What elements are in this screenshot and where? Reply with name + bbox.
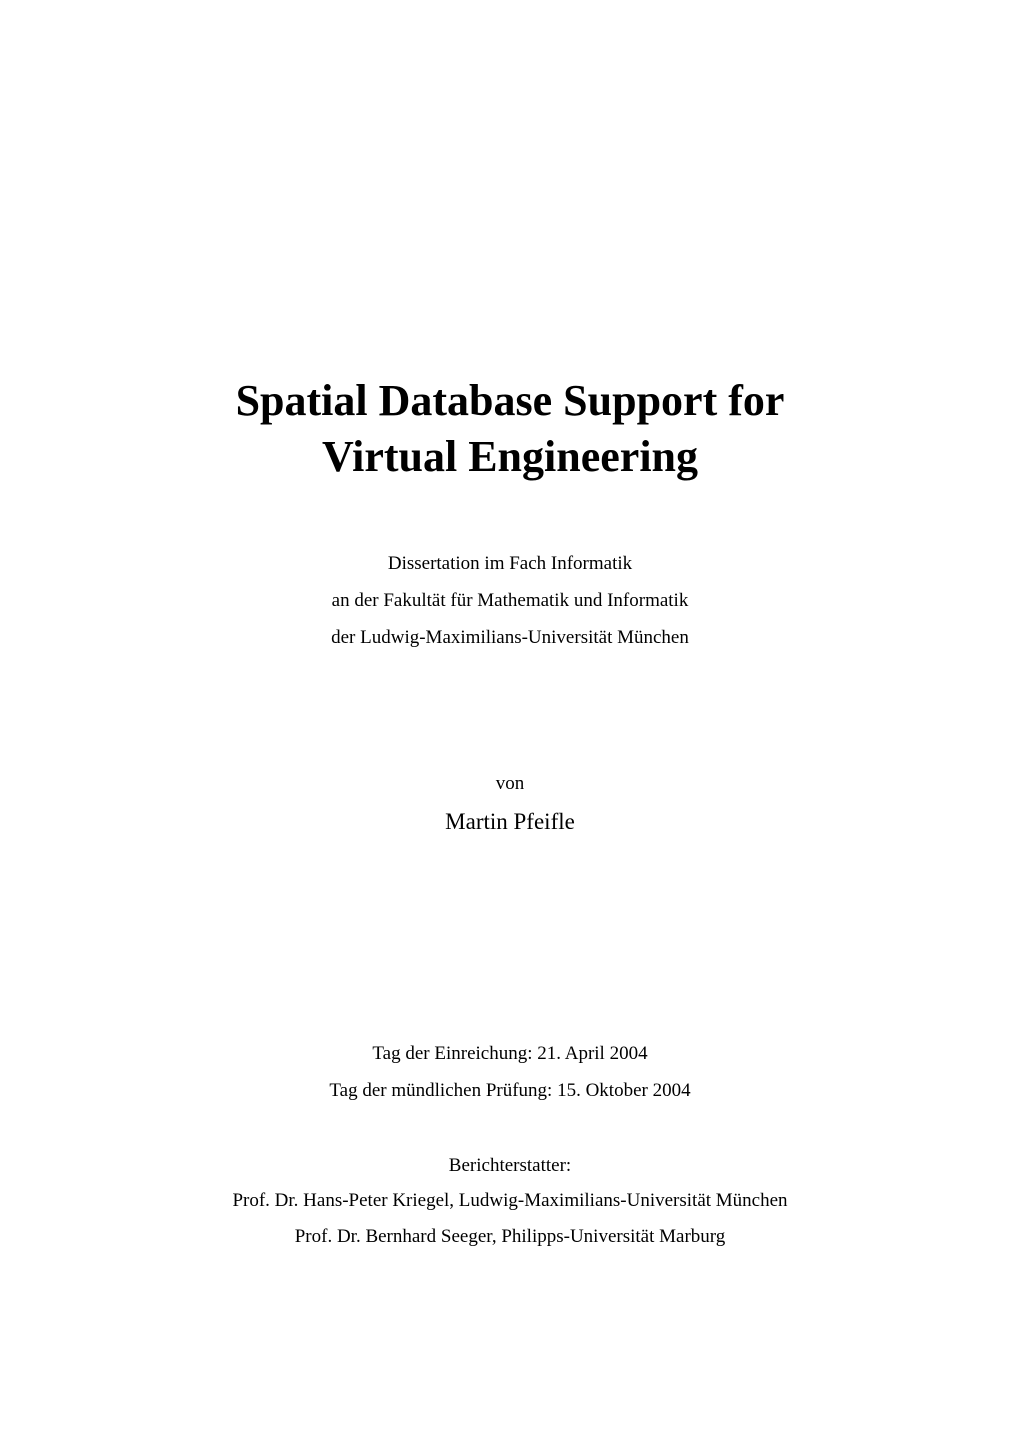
- author-prefix: von: [495, 773, 525, 794]
- reviewers-heading: Berichterstatter:: [448, 1155, 572, 1176]
- dissertation-line-2: an der Fakultät für Mathematik und Informatik: [331, 590, 689, 611]
- title-line-1: Spatial Database Support for: [235, 376, 785, 425]
- oral-exam-date: Tag der mündlichen Prüfung: 15. Oktober 2004: [329, 1080, 691, 1101]
- dissertation-line-1: Dissertation im Fach Informatik: [387, 553, 633, 574]
- title-line-2: Virtual Engineering: [321, 432, 699, 481]
- submission-date: Tag der Einreichung: 21. April 2004: [372, 1043, 648, 1064]
- reviewer-2: Prof. Dr. Bernhard Seeger, Philipps-Universität Marburg: [294, 1226, 726, 1247]
- reviewer-1: Prof. Dr. Hans-Peter Kriegel, Ludwig-Maximilians-Universität München: [232, 1190, 788, 1211]
- author-name: Martin Pfeifle: [445, 809, 575, 834]
- dissertation-line-3: der Ludwig-Maximilians-Universität München: [331, 627, 689, 648]
